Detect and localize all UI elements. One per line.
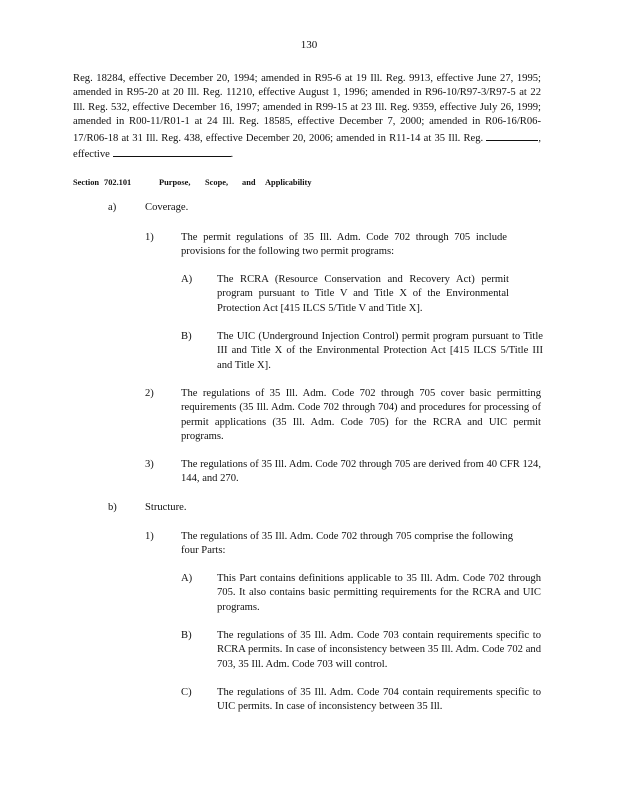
subitem-marker: A) [181,573,193,584]
item-text: The regulations of 35 Ill. Adm. Code 702 through 705 are derived from 40 CFR 124, 144, and 270. [181,459,541,485]
subitem-marker: A) [181,274,193,285]
item-text: The regulations of 35 Ill. Adm. Code 702 through 705 cover basic permitting requirements (35 Ill. Adm. Code 702 through 704) and procedures for processing of permit applications (35 Ill. Adm. Code 705) for the RCRA and UIC permit programs. [181,388,541,443]
section-title-word-3: and [242,178,256,187]
subitem-text: The regulations of 35 Ill. Adm. Code 703 contain requirements specific to RCRA permits. In case of inconsistency between 35 Ill. Adm. Code 702 and 703, 35 Ill. Adm. Code 703 will control. [217,630,541,670]
subsection-marker: a) [108,202,117,213]
subitem-marker: C) [181,687,192,698]
subitem-text: The RCRA (Resource Conservation and Recovery Act) permit program pursuant to Title V and Title X of the Environmental Protection Act [415 ILCS 5/Title V and Title X]. [217,274,509,314]
section-number: 702.101 [104,178,132,187]
subitem-text: The regulations of 35 Ill. Adm. Code 704 contain requirements specific to UIC permits. In case of inconsistency between 35 Ill. [217,687,541,713]
blank-line-register-page [486,130,538,141]
section-title-word-1: Purpose, [159,178,191,187]
item-text: The regulations of 35 Ill. Adm. Code 702 through 705 comprise the following four Parts: [181,531,513,557]
subitem-marker: B) [181,331,192,342]
section-label: Section [73,178,100,187]
page-number: 130 [300,39,318,51]
subitem-text: This Part contains definitions applicable to 35 Ill. Adm. Code 702 through 705. It also contains basic permitting requirements for the RCRA and UIC programs. [217,573,541,613]
subitem-text: The UIC (Underground Injection Control) permit program pursuant to Title III and Title X of the Environmental Protection Act [415 ILCS 5/Title III and Title X]. [217,331,543,371]
blank-line-effective-date [113,146,231,157]
section-title-word-4: Applicability [265,178,312,187]
subsection-title: Structure. [145,502,187,513]
subsection-marker: b) [108,502,117,513]
item-marker: 1) [145,232,154,243]
subitem-marker: B) [181,630,192,641]
section-title-word-2: Scope, [205,178,229,187]
history-note-text: Reg. 18284, effective December 20, 1994; amended in R95-6 at 19 Ill. Reg. 9913, effective June 27, 1995; amended in R95-20 at 20 Ill. Reg. 11210, effective August 1, 1996; amended in R96-10/R97-3/R97-5 at 22 Ill. Reg. 532, effective December 16, 1997; amended in R99-15 at 23 Ill. Reg. 9359, effective July 26, 1999; amended in R00-11/R01-1 at 24 Ill. Reg. 18585, effective December 7, 2000; amended in R06-16/R06-17/R06-18 at 31 Ill. Reg. 438, effective December 20, 2006; amended in R11-14 at 35 Ill. Reg. [73,73,541,144]
history-note [73,72,541,162]
history-note-effective: , effective [73,132,541,161]
subsection-title: Coverage. [145,202,189,213]
item-marker: 3) [145,459,154,470]
history-note-end: . [230,149,234,161]
item-marker: 1) [145,531,154,542]
item-marker: 2) [145,388,154,399]
item-text: The permit regulations of 35 Ill. Adm. Code 702 through 705 include provisions for the following two permit programs: [181,232,507,258]
